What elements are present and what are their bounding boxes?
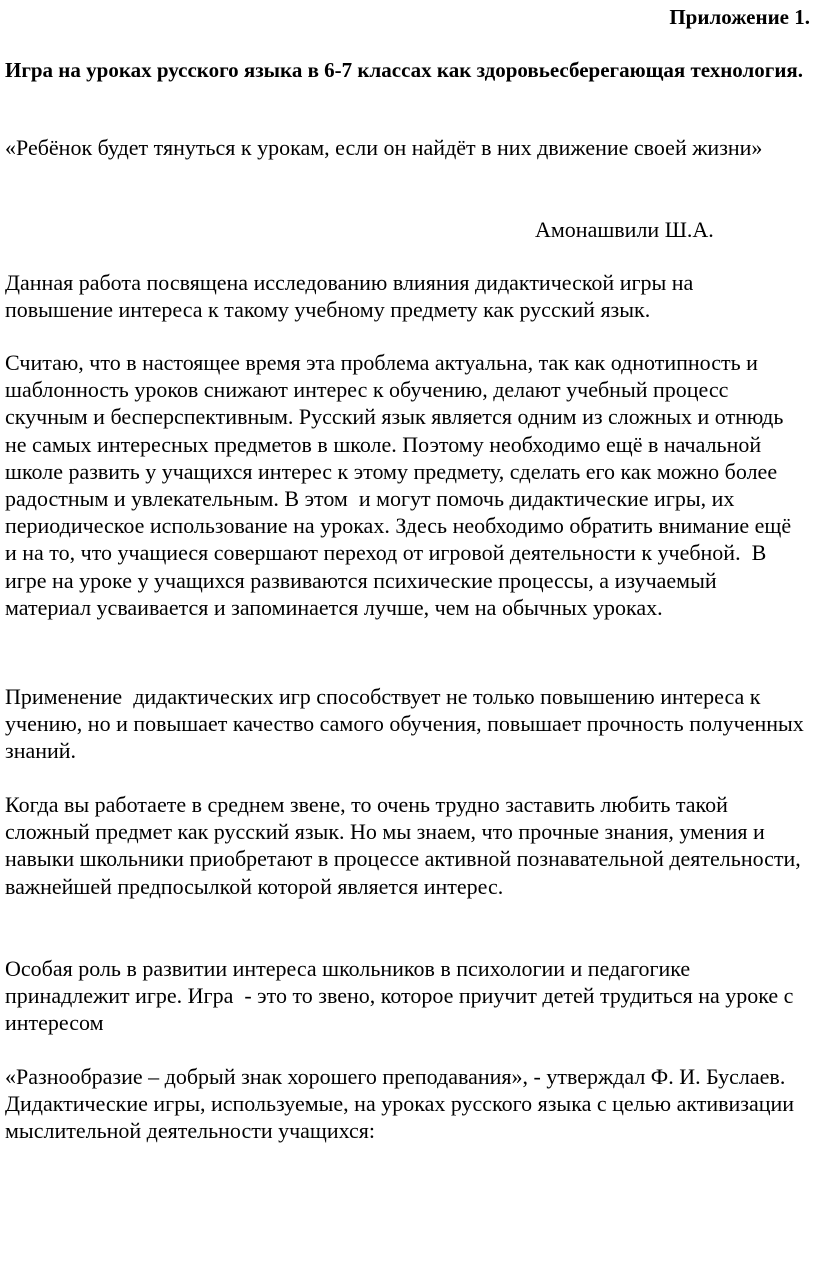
epigraph-author: Амонашвили Ш.А. [535,217,714,242]
paragraph-middle-school: Когда вы работаете в среднем звене, то очень трудно заставить любить такой сложный предмет как русский язык. Но мы знаем, что прочные знания, умения и навыки школьники приобретают в процессе активной познавательной деятельности, важнейшей предпосылкой которой является интерес. [5,792,807,899]
appendix-label: Приложение 1. [669,5,810,29]
paragraph-relevance: Считаю, что в настоящее время эта проблема актуальна, так как однотипность и шаблонность уроков снижают интерес к обучению, делают учебный процесс скучным и бесперспективным. Русский язык является одним из сложных и отнюдь не самых интересных предметов в школе. Поэтому необходимо ещё в начальной школе развить у учащихся интерес к этому предмету, сделать его как можно более радостным и увлекательным. В этом и могут помочь дидактические игры, их периодическое использование на уроках. Здесь необходимо обратить внимание ещё и на то, что учащиеся совершают переход от игровой деятельности к учебной. В игре на уроке у учащихся развиваются психические процессы, а изучаемый материал усваивается и запоминается лучше, чем на обычных уроках. [5,350,797,620]
epigraph-quote: «Ребёнок будет тянуться к урокам, если он найдёт в них движение своей жизни» [5,135,763,160]
paragraph-intro: Данная работа посвящена исследованию влияния дидактической игры на повышение интереса к такому учебному предмету как русский язык. [5,270,699,323]
paragraph-buslaev-quote: «Разнообразие – добрый знак хорошего преподавания», - утверждал Ф. И. Буслаев. Дидактические игры, используемые, на уроках русского языка с целью активизации мыслительной деятельности учащихся: [5,1064,800,1144]
paragraph-games-benefit: Применение дидактических игр способствует не только повышению интереса к учению, но и повышает качество самого обучения, повышает прочность полученных знаний. [5,684,810,764]
document-title: Игра на уроках русского языка в 6-7 классах как здоровьесберегающая технология. [5,58,804,82]
paragraph-role-of-game: Особая роль в развитии интереса школьников в психологии и педагогике принадлежит игре. Игра - это то звено, которое приучит детей трудиться на уроке с интересом [5,956,799,1036]
